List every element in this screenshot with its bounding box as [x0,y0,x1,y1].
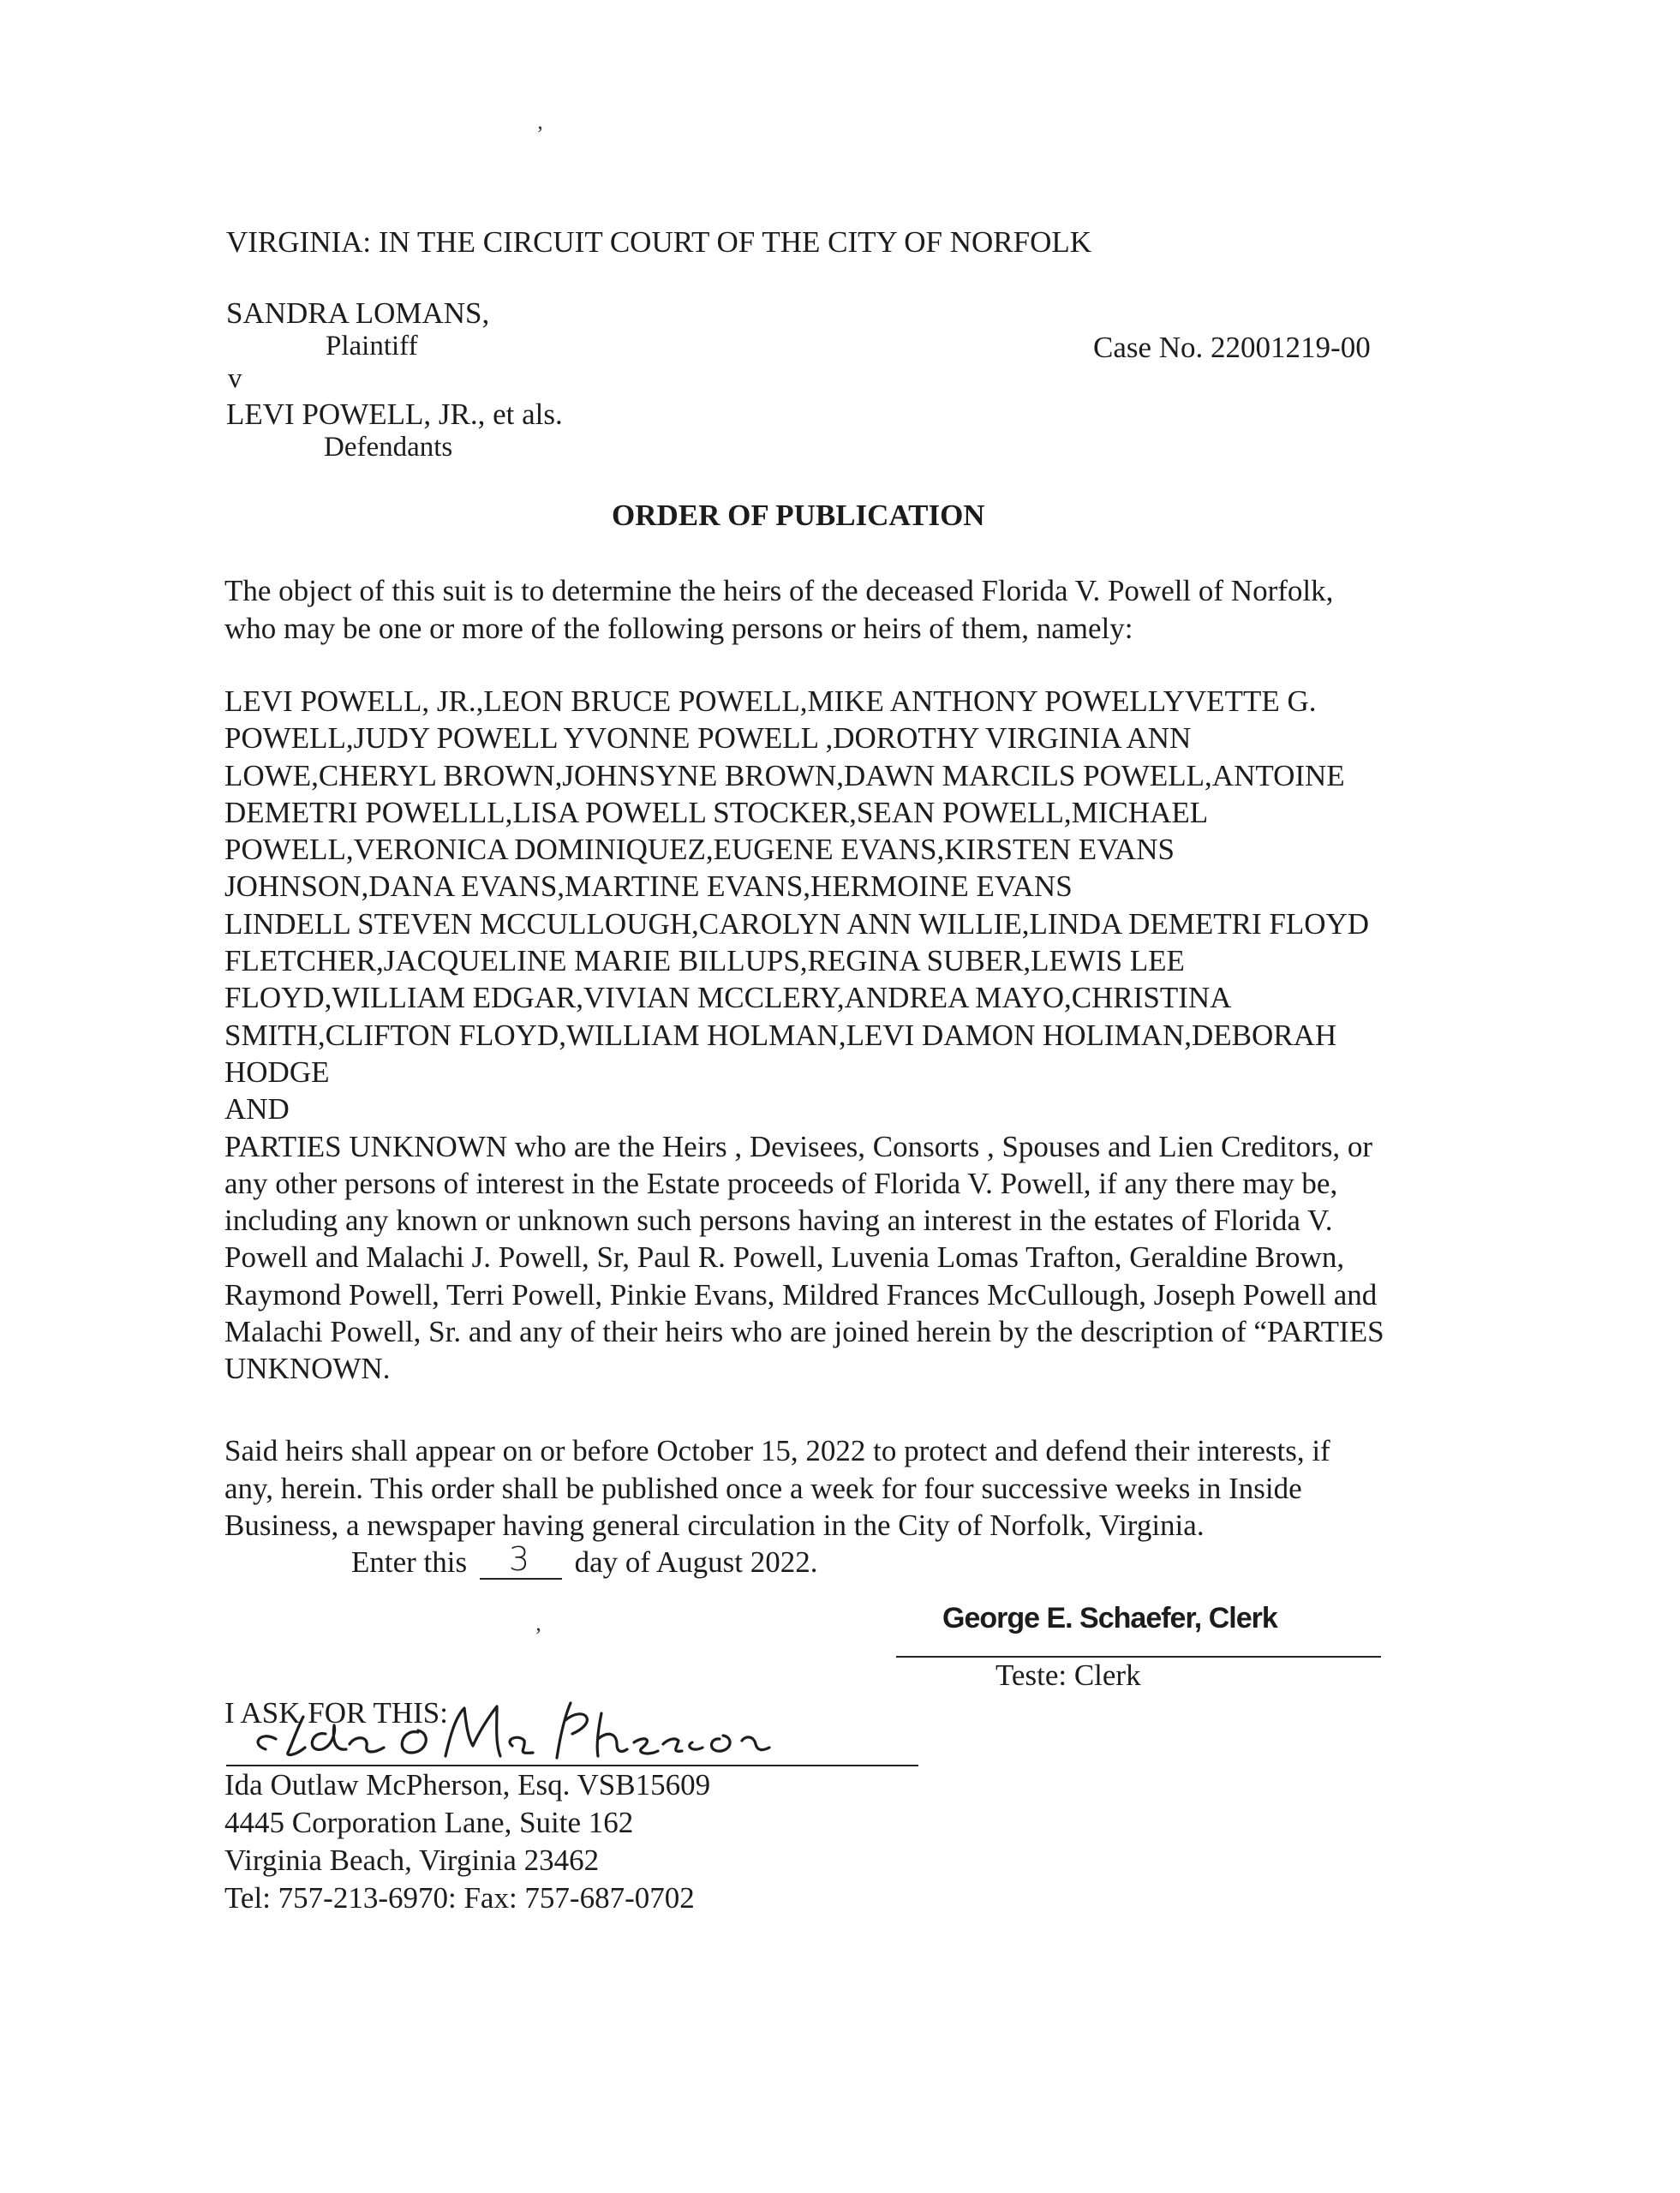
intro-line: The object of this suit is to determine the heirs of the deceased Florida V. Powell of Norfolk, [224,574,1334,607]
names-line: JOHNSON,DANA EVANS,MARTINE EVANS,HERMOINE EVANS [224,869,1073,904]
names-line: FLETCHER,JACQUELINE MARIE BILLUPS,REGINA SUBER,LEWIS LEE [224,944,1185,978]
court-heading: VIRGINIA: IN THE CIRCUIT COURT OF THE CITY OF NORFOLK [226,225,1092,259]
names-line: SMITH,CLIFTON FLOYD,WILLIAM HOLMAN,LEVI DAMON HOLIMAN,DEBORAH [224,1018,1337,1052]
signature-caption [283,1725,284,1726]
scan-mark: ’ [535,1623,542,1648]
enter-day-blank [480,1540,562,1581]
scan-mark: ’ [536,122,544,146]
names-paragraph [224,683,1475,1388]
names-line: AND [224,1092,290,1126]
defendant-role: Defendants [324,432,453,463]
enter-suffix: day of August 2022. [574,1545,818,1579]
versus: v [228,363,242,394]
plaintiff-name: SANDRA LOMANS, [226,296,490,330]
intro-line: who may be one or more of the following persons or heirs of them, namely: [224,611,1133,645]
names-line: Powell and Malachi J. Powell, Sr, Paul R. Powell, Luvenia Lomas Trafton, Geraldine Brown, [224,1240,1345,1275]
enter-prefix: Enter this [351,1545,468,1579]
names-line: PARTIES UNKNOWN who are the Heirs , Devisees, Consorts , Spouses and Lien Creditors, or [224,1129,1373,1163]
names-line: POWELL,VERONICA DOMINIQUEZ,EUGENE EVANS,KIRSTEN EVANS [224,833,1175,867]
enter-date-line [351,1540,818,1581]
names-line: FLOYD,WILLIAM EDGAR,VIVIAN MCCLERY,ANDREA MAYO,CHRISTINA [224,981,1232,1015]
names-line: LEVI POWELL, JR.,LEON BRUCE POWELL,MIKE ANTHONY POWELLYVETTE G. [224,684,1317,718]
plaintiff-role: Plaintiff [326,331,418,362]
names-line: any other persons of interest in the Estate proceeds of Florida V. Powell, if any there may be, [224,1166,1338,1200]
names-line: DEMETRI POWELLL,LISA POWELL STOCKER,SEAN POWELL,MICHAEL [224,795,1209,829]
attorney-name: Ida Outlaw McPherson, Esq. VSB15609 [224,1768,711,1802]
order-paragraph [224,1432,1475,1545]
names-line: Malachi Powell, Sr. and any of their heirs who are joined herein by the description of “PARTIES [224,1315,1384,1349]
names-line: POWELL,JUDY POWELL YVONNE POWELL ,DOROTHY VIRGINIA ANN [224,721,1192,756]
names-line: Raymond Powell, Terri Powell, Pinkie Evans, Mildred Frances McCullough, Joseph Powell and [224,1277,1378,1312]
document-title: ORDER OF PUBLICATION [612,499,985,532]
names-line: LINDELL STEVEN MCCULLOUGH,CAROLYN ANN WILLIE,LINDA DEMETRI FLOYD [224,906,1370,941]
attorney-signature [224,1696,918,1773]
names-line: LOWE,CHERYL BROWN,JOHNSYNE BROWN,DAWN MARCILS POWELL,ANTOINE [224,758,1345,792]
order-line: any, herein. This order shall be published once a week for four successive weeks in Inside [224,1471,1302,1505]
attorney-address: 4445 Corporation Lane, Suite 162 [224,1806,634,1839]
attorney-phone: Tel: 757-213-6970: Fax: 757-687-0702 [224,1881,695,1915]
day-underline [480,1578,562,1580]
clerk-name: George E. Schaefer, Clerk [942,1602,1277,1634]
enter-day-value: 3 [508,1540,530,1578]
attorney-city: Virginia Beach, Virginia 23462 [224,1843,600,1877]
intro-paragraph [224,572,1475,647]
names-line: HODGE [224,1055,330,1089]
defendant-name: LEVI POWELL, JR., et als. [226,397,563,431]
order-line: Business, a newspaper having general circulation in the City of Norfolk, Virginia. [224,1509,1205,1542]
ask-for-this-label: I ASK FOR THIS: [224,1696,448,1730]
teste-clerk: Teste: Clerk [995,1658,1141,1692]
names-line: UNKNOWN. [224,1352,391,1386]
names-line: including any known or unknown such persons having an interest in the estates of Florida V. [224,1204,1333,1238]
order-line: Said heirs shall appear on or before October 15, 2022 to protect and defend their interests, if [224,1434,1330,1467]
case-number: Case No. 22001219-00 [1093,331,1371,364]
